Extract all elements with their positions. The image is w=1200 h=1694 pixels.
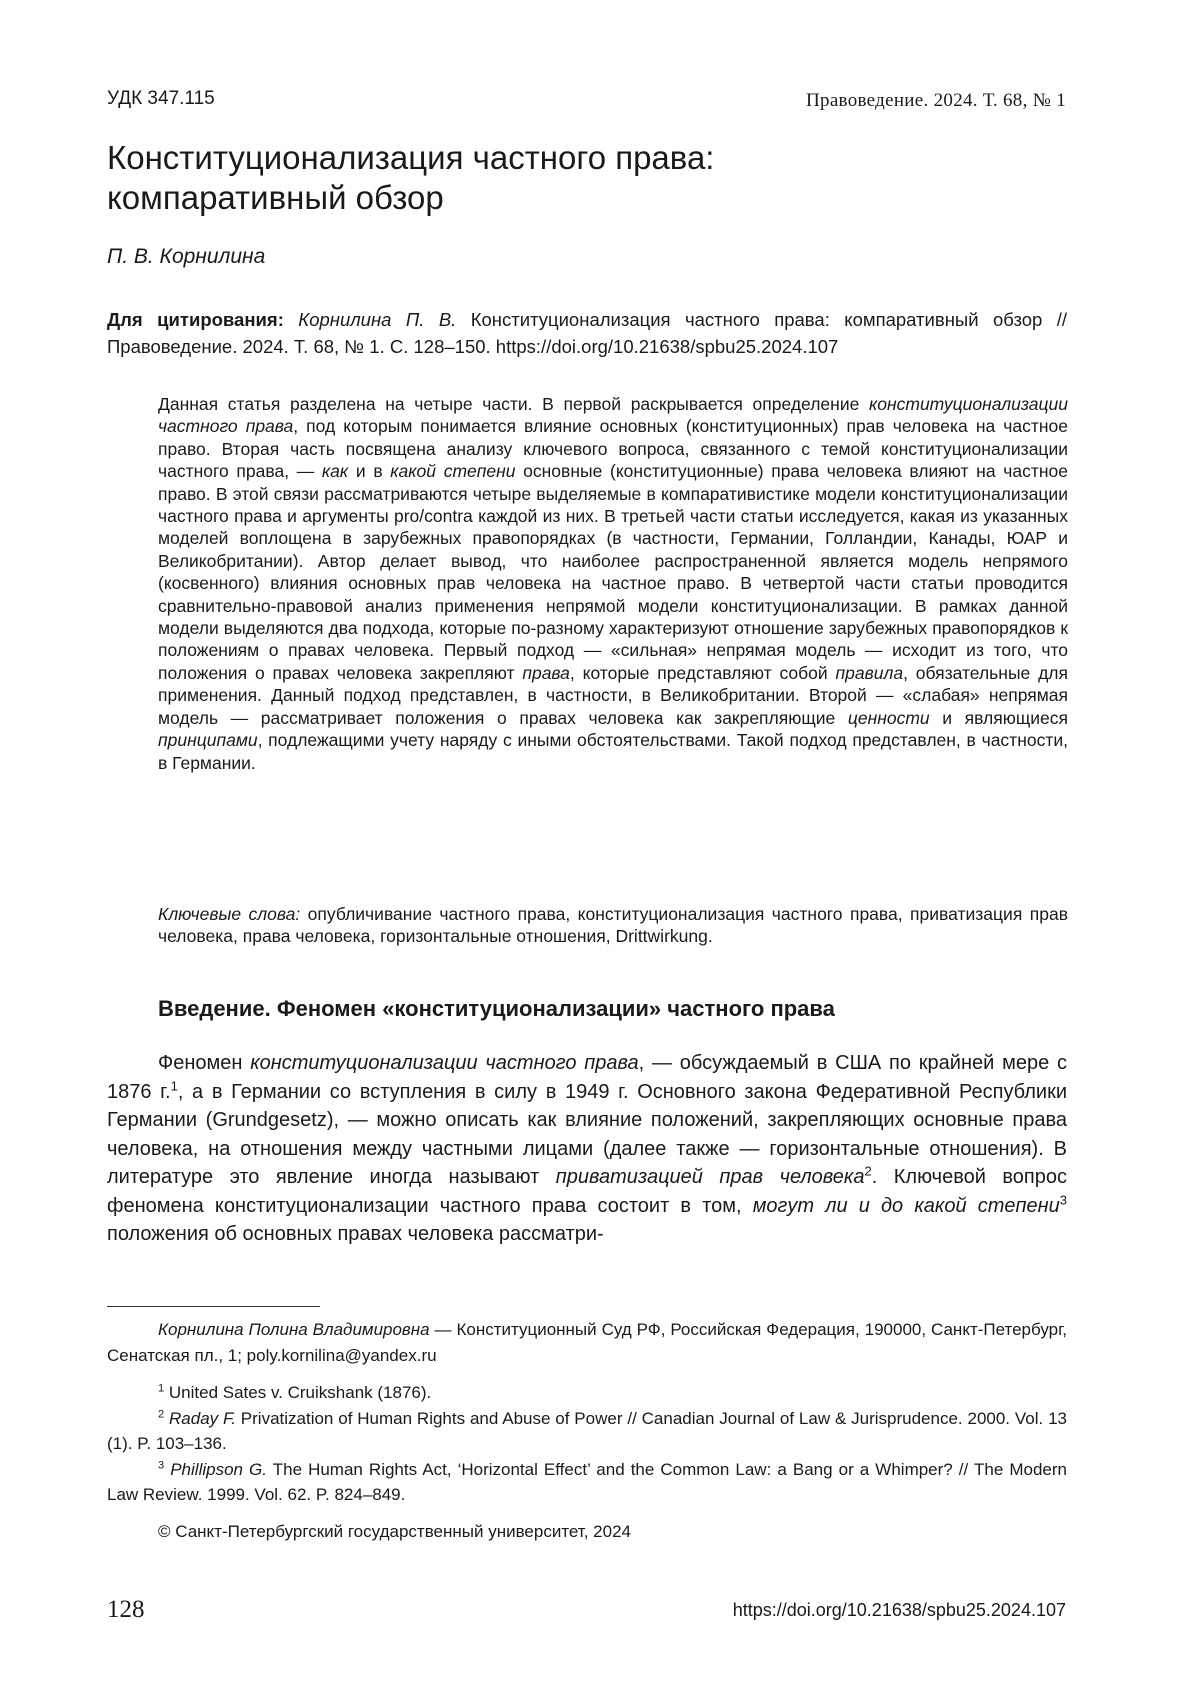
body-text: Феномен xyxy=(158,1052,251,1074)
abstract xyxy=(158,393,1068,774)
section-heading: Введение. Феномен «конституционализации» частного права xyxy=(158,996,835,1021)
footnote-ref[interactable]: 1 xyxy=(170,1077,178,1093)
citation-author: Корнилина П. В. xyxy=(298,309,457,330)
abstract-emphasis: правила xyxy=(835,662,904,683)
abstract-emphasis: ценности xyxy=(847,707,930,728)
abstract-text: и в xyxy=(348,461,391,482)
affiliation-text: — Конституционный Суд РФ, Российская Федерация, 190000, Санкт-Петербург, Сенатская пл., 1; poly.kornilina@yandex.ru xyxy=(107,1320,1067,1365)
body-text: положения об основных правах человека рассматри- xyxy=(107,1223,604,1245)
body-text: , а в Германии со вступления в силу в 1949 г. Основного закона Федеративной Республики Германии (Grundgesetz), — можно описать как влияние положений, закрепляющих основные права человека, на отношения между частными лицами (далее также — горизонтальные отношения). В литературе это явление иногда называют xyxy=(107,1080,1067,1188)
article-title-line-2: компаративный обзор xyxy=(107,179,444,216)
abstract-text: , обязательные для применения. Данный подход представлен, в частности, в Великобритании. Второй — «слабая» непрямая модель — рассматривает положения о правах человека как закрепляющие xyxy=(158,662,1068,728)
footnote-text: United Sates v. Cruikshank (1876). xyxy=(164,1383,432,1402)
footnote-text: The Human Rights Act, ‘Horizontal Effect’ and the Common Law: a Bang or a Whimper? // The Modern Law Review. 1999. Vol. 62. P. 824–849. xyxy=(107,1460,1067,1504)
keywords-label: Ключевые слова: xyxy=(158,904,301,924)
abstract-text: , подлежащими учету наряду с иными обстоятельствами. Такой подход представлен, в частности, в Германии. xyxy=(158,730,1068,773)
article-title-line-1: Конституционализация частного права: xyxy=(107,139,715,176)
abstract-emphasis: конституционализации частного права xyxy=(158,394,1068,437)
footnote-author: Phillipson G. xyxy=(170,1460,267,1479)
citation-text: Конституционализация частного права: компаративный обзор // Правоведение. 2024. Т. 68, № 1. С. 128–150. https://doi.org/10.21638/spbu25.2024.107 xyxy=(107,309,1068,357)
abstract-text: и являющиеся xyxy=(929,707,1068,728)
body-text: . Ключевой вопрос феномена конституционализации частного права состоит в том, xyxy=(107,1166,1067,1217)
footnote-1 xyxy=(107,1380,1067,1405)
abstract-text: основные (конституционные) права человека влияют на частное право. В этой связи рассматриваются четыре выделяемые в компаративистике модели конституционализации частного права и аргументы pro/contra каждой из них. В третьей части статьи исследуется, какая из указанных моделей воплощена в зарубежных правопорядках (в частности, Германии, Голландии, Канады, ЮАР и Великобритании). Автор делает вывод, что наиболее распространенной является модель непрямого (косвенного) влияния основных прав человека на частное право. В четвертой части статьи проводится сравнительно-правовой анализ применения непрямой модели конституционализации. В рамках данной модели выделяются два подхода, которые по-разному характеризуют отношение зарубежных правопорядков к положениям о правах человека. Первый подход — «сильная» непрямая модель — исходит из того, что положения о правах человека закрепляют xyxy=(158,461,1068,683)
keywords-text: опубличивание частного права, конституционализация частного права, приватизация прав человека, права человека, горизонтальные отношения, Drittwirkung. xyxy=(158,904,1068,947)
body-text: , — обсуждаемый в США по крайней мере с 1876 г. xyxy=(107,1052,1067,1103)
footnote-ref[interactable]: 2 xyxy=(864,1163,872,1179)
footnote-3 xyxy=(107,1457,1067,1507)
abstract-emphasis: как xyxy=(321,461,349,482)
footnote-number: 2 xyxy=(158,1408,165,1421)
body-emphasis: приватизацией прав человека xyxy=(555,1166,865,1188)
copyright-notice: © Санкт-Петербургский государственный университет, 2024 xyxy=(158,1522,631,1541)
page-number: 128 xyxy=(107,1596,145,1623)
abstract-emphasis: права xyxy=(522,662,570,683)
footnote-text: Privatization of Human Rights and Abuse of Power // Canadian Journal of Law & Jurisprudence. 2000. Vol. 13 (1). P. 103–136. xyxy=(107,1409,1067,1453)
article-title xyxy=(107,138,1087,218)
footnote-ref[interactable]: 3 xyxy=(1059,1191,1067,1207)
affiliation-name: Корнилина Полина Владимировна xyxy=(158,1320,430,1339)
abstract-text: Данная статья разделена на четыре части. В первой раскрывается определение xyxy=(158,394,869,414)
body-emphasis: могут ли и до какой степени xyxy=(752,1194,1060,1217)
body-emphasis: конституционализации частного права xyxy=(250,1052,639,1074)
citation-label: Для цитирования: xyxy=(107,309,284,330)
footer-doi-link[interactable]: https://doi.org/10.21638/spbu25.2024.107 xyxy=(732,1600,1066,1620)
footnote-2 xyxy=(107,1406,1067,1456)
footnote-number: 1 xyxy=(158,1382,165,1395)
abstract-text: , которые представляют собой xyxy=(569,662,836,683)
journal-reference: Правоведение. 2024. Т. 68, № 1 xyxy=(806,90,1066,111)
abstract-text: , под которым понимается влияние основных (конституционных) прав человека на частное право. Вторая часть посвящена анализу ключевого вопроса, связанного с темой конституционализации частного права, — xyxy=(158,416,1068,482)
abstract-emphasis: принципами xyxy=(158,730,258,751)
footnote-number: 3 xyxy=(158,1459,165,1472)
keywords xyxy=(158,903,1068,948)
footnote-divider xyxy=(107,1306,320,1307)
author-affiliation xyxy=(107,1317,1067,1369)
body-paragraph xyxy=(107,1049,1067,1249)
author-name: П. В. Корнилина xyxy=(107,245,266,268)
udk-code: УДК 347.115 xyxy=(107,88,215,109)
abstract-emphasis: какой степени xyxy=(390,461,516,482)
citation-block xyxy=(107,306,1067,360)
footnote-author: Raday F. xyxy=(169,1409,236,1428)
